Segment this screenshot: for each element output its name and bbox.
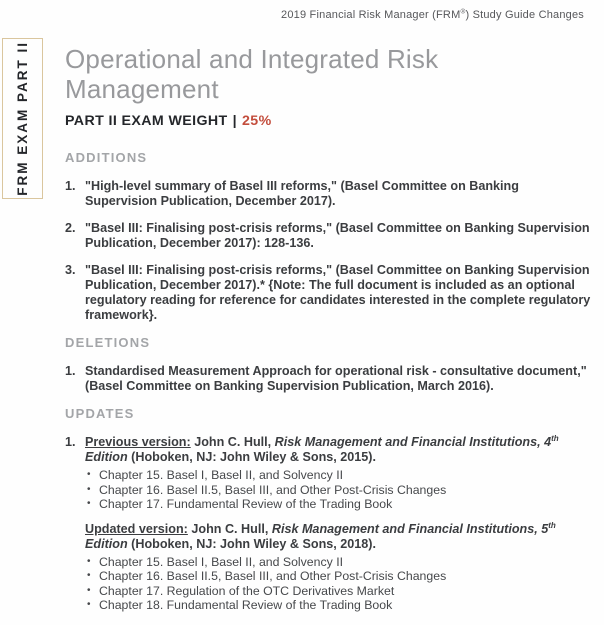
item-number: 1.: [65, 364, 76, 378]
chapter-item: [85, 584, 593, 599]
item-text: "Basel III: Finalising post-crisis reforms," (Basel Committee on Banking Supervision Publication, December 2017): 128-136.: [85, 221, 590, 250]
chapter-text: Chapter 18. Fundamental Review of the Trading Book: [99, 598, 393, 612]
reference-author: John C. Hull,: [187, 521, 272, 536]
update-item-1: [65, 435, 593, 613]
updated-version-chapters: [85, 555, 593, 613]
reference-edition: Edition: [85, 450, 128, 464]
bullet-icon: •: [87, 570, 91, 581]
reference-edition: Edition: [85, 536, 128, 551]
item-number: 1.: [65, 435, 76, 449]
chapter-item: [85, 555, 593, 570]
sidebar-tab-frm-exam-part-2: [2, 38, 43, 199]
section-heading-additions: ADDITIONS: [65, 150, 148, 165]
previous-version-reference: [85, 435, 593, 465]
chapter-item: [85, 569, 593, 584]
exam-weight-label: PART II EXAM WEIGHT: [65, 113, 228, 129]
exam-weight-value: 25%: [241, 113, 272, 129]
bullet-icon: •: [87, 498, 91, 509]
page-title: Operational and Integrated Risk Management: [65, 44, 439, 104]
addition-item-2: [65, 221, 593, 251]
update-item-body: [85, 435, 593, 613]
bullet-icon: •: [87, 469, 91, 480]
bullet-icon: •: [87, 483, 91, 495]
item-number: 2.: [65, 221, 76, 235]
doc-header-text-end: ) Study Guide Changes: [465, 9, 584, 21]
reference-publisher: (Hoboken, NJ: John Wiley & Sons, 2015).: [127, 450, 376, 464]
updated-version-block: [85, 522, 593, 613]
chapter-text: Chapter 17. Fundamental Review of the Trading Book: [99, 497, 393, 511]
item-text: Standardised Measurement Approach for operational risk - consultative document," (Basel Committee on Banking Supervision Publication, March 2016).: [85, 364, 587, 393]
chapter-item: [85, 598, 593, 613]
registered-trademark-icon: ®: [460, 8, 466, 16]
exam-weight-line: [65, 113, 593, 130]
addition-item-3: [65, 263, 593, 323]
reference-author: John C. Hull,: [190, 435, 275, 449]
previous-version-label: Previous version:: [85, 435, 191, 449]
item-number: 3.: [65, 263, 76, 277]
exam-weight-divider: |: [232, 113, 237, 129]
section-heading-updates: UPDATES: [65, 406, 135, 421]
deletion-item-1: [65, 364, 593, 394]
chapter-text: Chapter 17. Regulation of the OTC Derivatives Market: [99, 583, 395, 598]
bullet-icon: •: [87, 584, 91, 596]
item-text: "Basel III: Finalising post-crisis reforms," (Basel Committee on Banking Supervision Publication, December 2017).* {Note: The full document is included as an optional regulatory reading for reference for candidates interested in the complete regulatory framework}.: [85, 263, 591, 322]
updated-version-reference: [85, 522, 593, 552]
bullet-icon: •: [87, 555, 91, 567]
bullet-icon: •: [87, 599, 91, 610]
content-column: [65, 0, 593, 625]
reference-book-title: Risk Management and Financial Institutions, 4: [274, 435, 552, 449]
item-number: 1.: [65, 179, 76, 193]
edition-ordinal-suffix: th: [548, 520, 556, 530]
chapter-text: Chapter 15. Basel I, Basel II, and Solvency II: [99, 554, 344, 569]
chapter-item: [85, 468, 593, 483]
edition-ordinal-suffix: th: [551, 433, 559, 443]
chapter-item: [85, 497, 593, 512]
chapter-item: [85, 483, 593, 498]
sidebar-label: FRM EXAM PART II: [15, 41, 30, 196]
item-text: "High-level summary of Basel III reforms," (Basel Committee on Banking Supervision Publication, December 2017).: [85, 179, 519, 208]
chapter-text: Chapter 15. Basel I, Basel II, and Solvency II: [99, 468, 344, 482]
addition-item-1: [65, 179, 593, 209]
chapter-text: Chapter 16. Basel II.5, Basel III, and Other Post-Crisis Changes: [99, 482, 447, 497]
updated-version-label: Updated version:: [85, 521, 188, 536]
chapter-text: Chapter 16. Basel II.5, Basel III, and Other Post-Crisis Changes: [99, 569, 447, 583]
reference-publisher: (Hoboken, NJ: John Wiley & Sons, 2018).: [127, 536, 376, 551]
previous-version-chapters: [85, 468, 593, 512]
section-heading-deletions: DELETIONS: [65, 335, 151, 350]
reference-book-title: Risk Management and Financial Institutions, 5: [271, 521, 549, 536]
doc-header-text: 2019 Financial Risk Manager (FRM: [281, 9, 461, 21]
